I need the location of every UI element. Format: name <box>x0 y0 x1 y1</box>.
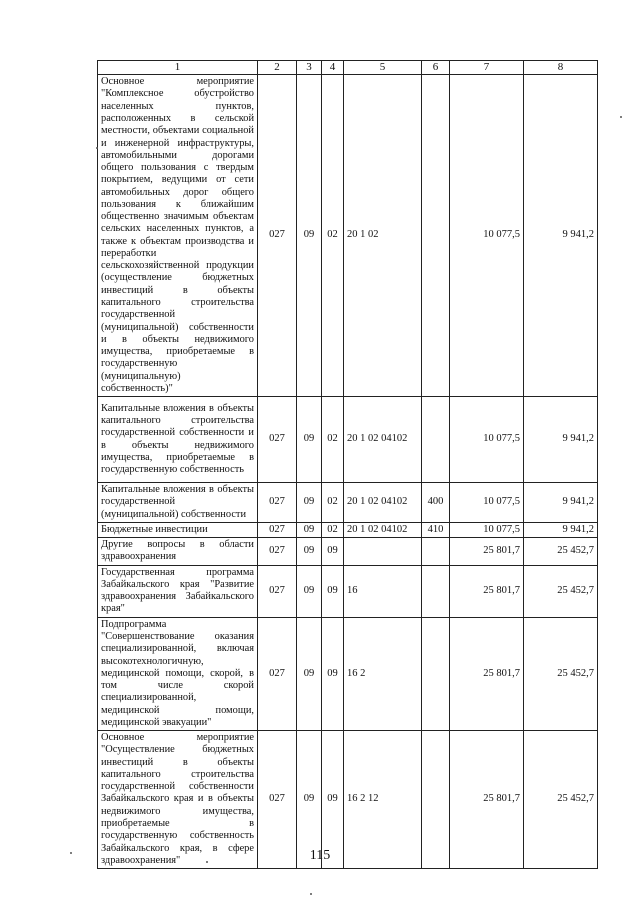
amount-cell: 25 801,7 <box>450 731 524 869</box>
target-article-cell: 16 <box>344 565 422 617</box>
scan-speck <box>620 116 622 118</box>
table-row <box>98 522 598 537</box>
amount-cell: 9 941,2 <box>524 75 598 397</box>
grbs-cell: 027 <box>258 731 297 869</box>
expense-type-cell <box>422 617 450 730</box>
amount-cell: 25 452,7 <box>524 538 598 566</box>
section-cell: 09 <box>297 397 322 483</box>
subsection-cell: 09 <box>322 617 344 730</box>
grbs-cell: 027 <box>258 522 297 537</box>
section-cell: 09 <box>297 522 322 537</box>
column-header: 7 <box>450 61 524 75</box>
row-name: Капитальные вложения в объекты государственной (муниципальной) собственности <box>98 483 258 523</box>
column-header: 5 <box>344 61 422 75</box>
subsection-cell: 09 <box>322 565 344 617</box>
amount-cell: 25 801,7 <box>450 538 524 566</box>
column-header: 2 <box>258 61 297 75</box>
grbs-cell: 027 <box>258 75 297 397</box>
column-header: 3 <box>297 61 322 75</box>
table-row <box>98 483 598 523</box>
grbs-cell: 027 <box>258 483 297 523</box>
target-article-cell <box>344 538 422 566</box>
scan-speck <box>206 861 208 863</box>
target-article-cell: 20 1 02 04102 <box>344 397 422 483</box>
grbs-cell: 027 <box>258 538 297 566</box>
budget-table <box>97 60 598 869</box>
subsection-cell: 09 <box>322 538 344 566</box>
table-row <box>98 397 598 483</box>
scan-speck <box>70 852 72 854</box>
table-row <box>98 75 598 397</box>
table-row <box>98 538 598 566</box>
target-article-cell: 16 2 <box>344 617 422 730</box>
expense-type-cell: 410 <box>422 522 450 537</box>
row-name: Другие вопросы в области здравоохранения <box>98 538 258 566</box>
row-name: Бюджетные инвестиции <box>98 522 258 537</box>
amount-cell: 25 452,7 <box>524 617 598 730</box>
expense-type-cell <box>422 565 450 617</box>
grbs-cell: 027 <box>258 617 297 730</box>
expense-type-cell <box>422 397 450 483</box>
amount-cell: 9 941,2 <box>524 522 598 537</box>
section-cell: 09 <box>297 731 322 869</box>
row-name: Государственная программа Забайкальского края "Развитие здравоохранения Забайкальского края" <box>98 565 258 617</box>
grbs-cell: 027 <box>258 565 297 617</box>
amount-cell: 9 941,2 <box>524 397 598 483</box>
subsection-cell: 09 <box>322 731 344 869</box>
target-article-cell: 20 1 02 04102 <box>344 483 422 523</box>
grbs-cell: 027 <box>258 397 297 483</box>
section-cell: 09 <box>297 538 322 566</box>
table-row <box>98 565 598 617</box>
subsection-cell: 02 <box>322 522 344 537</box>
amount-cell: 10 077,5 <box>450 75 524 397</box>
column-header: 8 <box>524 61 598 75</box>
row-name: Основное мероприятие "Комплексное обустройство населенных пунктов, расположенных в сельской местности, объектами социальной и инженерной инфраструктуры, автомобильными дорогами общего пользования с твердым покрытием, ведущими от сети автомобильных дорог общего пользования к ближайшим общественно значимым объектам сельских населенных пунктов, а также к объектам производства и переработки сельскохозяйственной продукции (осуществление бюджетных инвестиций в объекты капитального строительства государственной (муниципальной) собственности и в объекты недвижимого имущества, приобретаемые в государственную (муниципальную) собственность)" <box>98 75 258 397</box>
amount-cell: 10 077,5 <box>450 522 524 537</box>
subsection-cell: 02 <box>322 75 344 397</box>
section-cell: 09 <box>297 483 322 523</box>
section-cell: 09 <box>297 75 322 397</box>
amount-cell: 9 941,2 <box>524 483 598 523</box>
page-number: 115 <box>309 848 331 863</box>
section-cell: 09 <box>297 617 322 730</box>
row-name: Капитальные вложения в объекты капитального строительства государственной собственности и в объекты недвижимого имущества, приобретаемые в государственную собственность <box>98 397 258 483</box>
column-header: 1 <box>98 61 258 75</box>
expense-type-cell <box>422 75 450 397</box>
amount-cell: 25 801,7 <box>450 565 524 617</box>
column-header: 6 <box>422 61 450 75</box>
table-header-row <box>98 61 598 75</box>
target-article-cell: 20 1 02 04102 <box>344 522 422 537</box>
table-row <box>98 617 598 730</box>
target-article-cell: 20 1 02 <box>344 75 422 397</box>
amount-cell: 10 077,5 <box>450 397 524 483</box>
row-name: Подпрограмма "Совершенствование оказания специализированной, включая высокотехнологичную, медицинской помощи, скорой, в том числе скорой специализированной, медицинской помощи, медицинской эвакуации" <box>98 617 258 730</box>
amount-cell: 25 452,7 <box>524 565 598 617</box>
expense-type-cell: 400 <box>422 483 450 523</box>
column-header: 4 <box>322 61 344 75</box>
section-cell: 09 <box>297 565 322 617</box>
amount-cell: 10 077,5 <box>450 483 524 523</box>
subsection-cell: 02 <box>322 483 344 523</box>
amount-cell: 25 801,7 <box>450 617 524 730</box>
expense-type-cell <box>422 538 450 566</box>
row-name: Основное мероприятие "Осуществление бюджетных инвестиций в объекты капитального строительства государственной собственности Забайкальского края и в объекты недвижимого имущества, приобретаемые в государственную собственность Забайкальского края, в сфере здравоохранения" <box>98 731 258 869</box>
scan-speck <box>310 893 312 895</box>
amount-cell: 25 452,7 <box>524 731 598 869</box>
target-article-cell: 16 2 12 <box>344 731 422 869</box>
scan-speck <box>96 147 98 149</box>
subsection-cell: 02 <box>322 397 344 483</box>
